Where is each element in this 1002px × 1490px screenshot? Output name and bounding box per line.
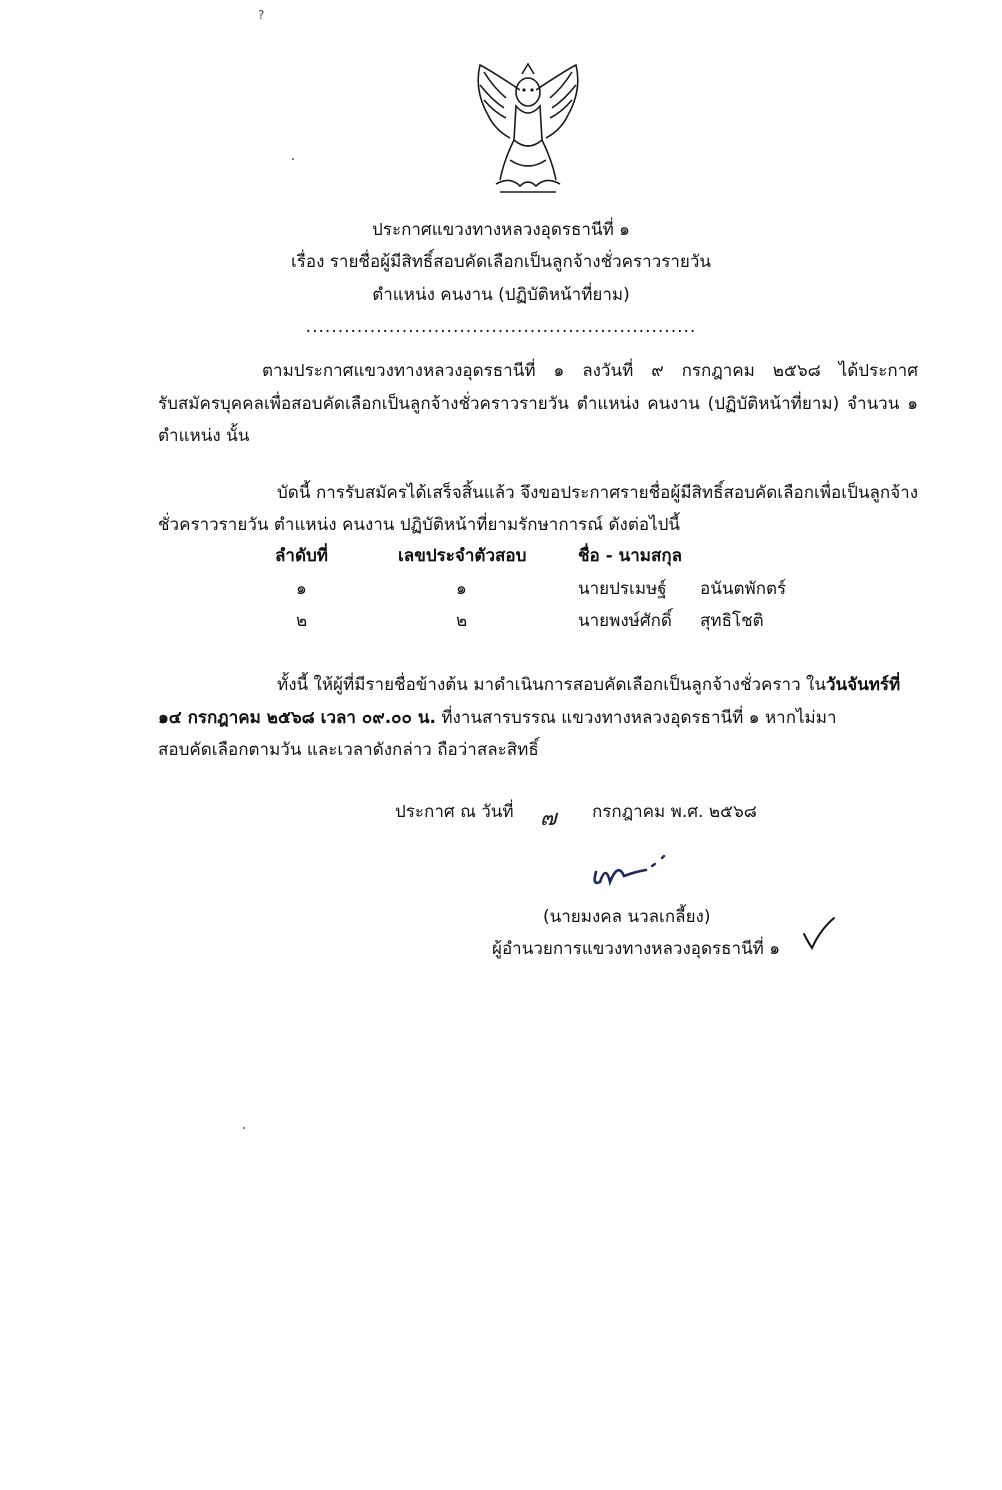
announce-date-day: ๗ <box>540 806 557 831</box>
paragraph3-line2-text: ที่งานสารบรรณ แขวงทางหลวงอุดรธานีที่ ๑ หากไม่มา <box>435 708 837 728</box>
exam-date-time: ๑๔ กรกฎาคม ๒๕๖๘ เวลา ๐๙.๐๐ น. <box>158 708 436 728</box>
garuda-emblem <box>470 60 586 200</box>
header-separator: ............................................................. <box>305 317 697 337</box>
row-exam-no: ๑ <box>456 579 467 599</box>
row-last-name: อนันตพักตร์ <box>700 579 787 599</box>
scan-speck <box>292 158 294 160</box>
announcement-title: ประกาศแขวงทางหลวงอุดรธานีที่ ๑ <box>372 220 630 240</box>
row-first-name: นายพงษ์ศักดิ์ <box>578 611 672 631</box>
row-order: ๒ <box>296 611 308 631</box>
row-first-name: นายปรเมษฐ์ <box>578 579 667 599</box>
paragraph1-line1: ตามประกาศแขวงทางหลวงอุดรธานีที่ ๑ ลงวันที่ ๙ กรกฎาคม ๒๕๖๘ ได้ประกาศ <box>262 361 918 381</box>
signer-name: (นายมงคล นวลเกลี้ยง) <box>543 907 711 927</box>
handwritten-signature <box>590 852 680 892</box>
paragraph1-line3: ตำแหน่ง นั้น <box>158 426 250 446</box>
paragraph2-line1: บัดนี้ การรับสมัครได้เสร็จสิ้นแล้ว จึงขอประกาศรายชื่อผู้มีสิทธิ์สอบคัดเลือกเพื่อเป็นลูกจ้าง <box>277 483 918 503</box>
announce-date-prefix: ประกาศ ณ วันที่ <box>395 802 514 822</box>
announcement-position: ตำแหน่ง คนงาน (ปฏิบัติหน้าที่ยาม) <box>372 285 630 305</box>
row-order: ๑ <box>296 579 307 599</box>
announce-date-suffix: กรกฎาคม พ.ศ. ๒๕๖๘ <box>592 802 757 822</box>
paragraph1-line2: รับสมัครบุคคลเพื่อสอบคัดเลือกเป็นลูกจ้างชั่วคราวรายวัน ตำแหน่ง คนงาน (ปฏิบัติหน้าที่ยาม) จำนวน ๑ <box>158 394 918 414</box>
table-header-order: ลำดับที่ <box>275 546 329 566</box>
table-header-name: ชื่อ - นามสกุล <box>578 546 683 566</box>
paragraph3-line1-text: ทั้งนี้ ให้ผู้ที่มีรายชื่อข้างต้น มาดำเนินการสอบคัดเลือกเป็นลูกจ้างชั่วคราว ใน <box>277 675 826 695</box>
paragraph3-line1 <box>277 674 900 696</box>
announcement-subject: เรื่อง รายชื่อผู้มีสิทธิ์สอบคัดเลือกเป็นลูกจ้างชั่วคราวรายวัน <box>290 252 712 272</box>
exam-day: วันจันทร์ที่ <box>825 675 901 695</box>
paragraph3-line2 <box>158 707 837 729</box>
row-last-name: สุทธิโชติ <box>700 611 764 631</box>
checkmark-icon <box>800 912 840 952</box>
paragraph2-line2: ชั่วคราวรายวัน ตำแหน่ง คนงาน ปฏิบัติหน้าที่ยามรักษาการณ์ ดังต่อไปนี้ <box>158 515 681 535</box>
row-exam-no: ๒ <box>456 611 468 631</box>
paragraph3-line3: สอบคัดเลือกตามวัน และเวลาดังกล่าว ถือว่าสละสิทธิ์ <box>158 740 539 760</box>
scan-mark: ? <box>258 8 265 22</box>
table-header-exam-no: เลขประจำตัวสอบ <box>398 546 527 566</box>
scan-speck <box>243 1127 245 1129</box>
signer-title: ผู้อำนวยการแขวงทางหลวงอุดรธานีที่ ๑ <box>492 939 781 959</box>
